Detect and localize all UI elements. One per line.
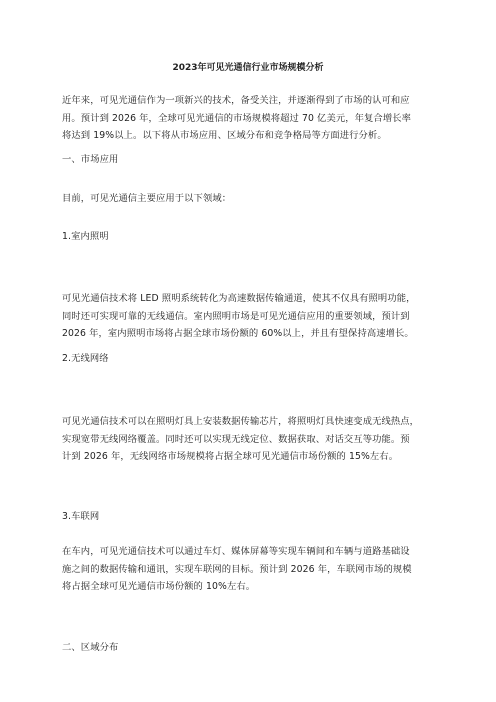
subsection-heading-wireless-network: 2.无线网络 bbox=[62, 353, 109, 364]
market-lead-paragraph: 目前，可见光通信主要应用于以下领域： bbox=[62, 193, 232, 204]
subsection-heading-indoor-lighting: 1.室内照明 bbox=[62, 231, 109, 242]
intro-paragraph: 近年来，可见光通信作为一项新兴的技术，备受关注，并逐渐得到了市场的认可和应 用。预计到 2026 年，全球可见光通信的市场规模将超过 70 亿美元，年复合增长率 将达到 19%以上。以下将从市场应用、区域分布和竞争格局等方面进行分析。 bbox=[62, 95, 412, 141]
section-heading-market-application: 一、市场应用 bbox=[62, 154, 119, 165]
document-title: 2023年可见光通信行业市场规模分析 bbox=[172, 63, 324, 73]
section-heading-regional-distribution: 二、区域分布 bbox=[62, 642, 119, 653]
wireless-network-paragraph: 可见光通信技术可以在照明灯具上安装数据传输芯片，将照明灯具快速变成无线热点， 实现宽带无线网络覆盖。同时还可以实现无线定位、数据获取、对话交互等功能。预 计到 2026 年，无线网络市场规模将占据全球可见光通信市场份额的 15%左右。 bbox=[62, 416, 420, 462]
subsection-heading-vehicle-network: 3.车联网 bbox=[62, 511, 100, 522]
vehicle-network-paragraph: 在车内，可见光通信技术可以通过车灯、媒体屏幕等实现车辆间和车辆与道路基础设 施之间的数据传输和通讯，实现车联网的目标。预计到 2026 年，车联网市场的规模 将占据全球可见光通信市场份额的 10%左右。 bbox=[62, 546, 412, 592]
indoor-lighting-paragraph: 可见光通信技术将 LED 照明系统转化为高速数据传输通道，使其不仅具有照明功能， 同时还可实现可靠的无线通信。室内照明市场是可见光通信应用的重要领域，预计到 2026 年，室内照明市场将占据全球市场份额的 60%以上，并且有望保持高速增长。 bbox=[62, 293, 416, 339]
